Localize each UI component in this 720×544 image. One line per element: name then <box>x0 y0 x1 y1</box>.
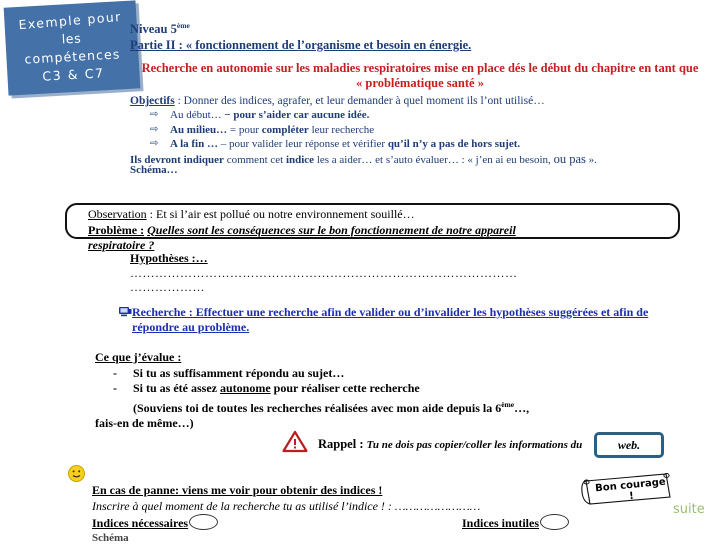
item-tail2: leur recherche <box>308 123 375 136</box>
item-rest: − pour s’aider car aucune idée. <box>221 109 370 122</box>
indices-inutiles-text: Indices inutiles <box>462 516 540 530</box>
hypotheses-label: Hypothèses :… <box>130 251 208 265</box>
badge-line-2: les <box>61 30 82 47</box>
arrow-icon: ⇨ <box>150 123 159 135</box>
item-prefix: Au début… <box>170 109 222 122</box>
rappel-label: Rappel : <box>318 437 367 451</box>
devront-6: ». <box>585 153 597 166</box>
indices-inutiles-label <box>462 514 569 531</box>
evaluation-item-text: Si tu as suffisamment répondu au sujet… <box>133 365 345 380</box>
panne-italic-text: Inscrire à quel moment de la recherche tu as utilisé l’indice ! : <box>92 499 395 513</box>
arrow-icon: ⇨ <box>150 138 159 150</box>
item-bold-tail: qu’il n’y a pas de hors sujet. <box>387 138 521 151</box>
souviens-text-2: …, <box>514 400 530 415</box>
devront-4: les a aider… et s’auto évaluer… : « j’en ai eu besoin, <box>314 153 554 166</box>
objectifs-label: Objectifs <box>130 95 175 108</box>
rappel-body: Tu ne dois pas copier/coller les informations du <box>366 439 583 451</box>
badge-line-1: Exemple pour <box>18 8 123 33</box>
indices-row <box>92 514 692 544</box>
dash-bullet: - <box>113 365 117 380</box>
recherche-text <box>132 305 672 335</box>
indices-necessaires-text: Indices nécessaires <box>92 516 189 530</box>
devront-5: ou pas <box>553 151 586 166</box>
observation-line <box>88 207 688 223</box>
level-sup: ème <box>176 21 190 30</box>
observation-text <box>88 207 688 254</box>
devront-2: comment cet <box>223 153 286 166</box>
list-item <box>130 123 710 138</box>
badge-line-4: C3 & C7 <box>41 65 105 84</box>
red-title-line-2: chapitre en tant que « problématique santé » <box>356 61 699 91</box>
indices-inutiles-ellipse[interactable] <box>540 514 569 530</box>
faisen-line: fais-en de même…) <box>95 416 194 430</box>
bon-courage-text-wrap <box>578 473 674 507</box>
arrow-icon: ⇨ <box>150 109 159 121</box>
warning-icon <box>282 430 308 453</box>
evaluation-item-underlined: autonome <box>220 381 271 395</box>
objectifs-line <box>130 94 710 108</box>
evaluation-item-after: pour réaliser cette recherche <box>270 381 420 395</box>
level-label: Niveau 5 <box>130 22 177 37</box>
observation-body: : Et si l’air est pollué ou notre environnement souillé… <box>146 207 415 221</box>
suite-label: suite <box>673 502 705 517</box>
hypotheses-dots-2: ……………… <box>130 280 205 294</box>
recherche-line-1: Recherche : Effectuer une recherche afin de valider ou d’invalider les hypothèses <box>132 305 546 319</box>
evaluation-list <box>95 366 695 397</box>
recherche-line-2: suggérées et afin de répondre au problème. <box>132 305 649 334</box>
list-item <box>95 366 695 382</box>
evaluation-heading: Ce que j’évalue : <box>95 350 182 364</box>
list-item <box>130 108 710 123</box>
bottom-clipped-line: Schéma <box>92 532 129 544</box>
list-item <box>95 381 695 397</box>
item-rest: – pour valider leur réponse et vérifier <box>217 138 388 151</box>
panne-italic-dots: …………………… <box>394 499 481 513</box>
devront-3: indice <box>285 153 315 166</box>
indices-necessaires-ellipse[interactable] <box>189 514 218 530</box>
dash-bullet: - <box>113 381 117 395</box>
indices-necessaires-label <box>92 514 218 531</box>
item-prefix: Au milieu… <box>170 123 228 136</box>
probleme-text-1: Quelles sont les conséquences sur le bon fonctionnement de notre appareil <box>147 222 516 237</box>
souviens-sup: ème <box>501 399 515 409</box>
red-title-line-1: Recherche en autonomie sur les maladies respiratoires mise en place dés le début du <box>141 61 589 76</box>
hypotheses-dots-1: ………………………………………………………………………………… <box>130 266 518 280</box>
web-callout-box <box>594 432 664 458</box>
level-line <box>130 18 710 37</box>
probleme-text-2: respiratoire ? <box>88 238 155 252</box>
header-block <box>130 18 710 176</box>
partie-title: Partie II : « fonctionnement de l’organisme et besoin en énergie. <box>130 38 472 53</box>
bon-courage-label: Bon courage ! <box>594 476 667 503</box>
computer-icon <box>118 305 132 318</box>
evaluation-item-before: Si tu as été assez <box>133 381 220 395</box>
evaluation-block <box>95 350 695 432</box>
clipped-text-line: Schéma… <box>130 163 178 176</box>
objectifs-text: : Donner des indices, agrafer, et leur demander à quel moment ils l’ont utilisé… <box>174 95 545 108</box>
list-item <box>130 137 710 152</box>
badge-line-3: compétences <box>24 46 121 67</box>
smiley-icon <box>68 465 85 482</box>
panne-heading: En cas de panne: viens me voir pour obtenir des indices ! <box>92 483 383 497</box>
devront-1: Ils devront indiquer <box>130 153 224 166</box>
probleme-label: Problème : <box>88 222 145 237</box>
web-callout-label: web. <box>617 437 641 452</box>
item-prefix: A la fin … <box>170 138 218 151</box>
probleme-line <box>88 223 688 239</box>
souviens-text-1: (Souviens toi de toutes les recherches réalisées avec mon aide depuis la 6 <box>133 400 502 415</box>
item-rest: = pour <box>227 123 262 136</box>
rappel-text <box>318 436 582 453</box>
red-title <box>130 61 710 91</box>
item-bold-tail: compléter <box>261 123 309 136</box>
competences-badge <box>4 0 141 95</box>
objectifs-list <box>130 108 710 152</box>
hypotheses-block <box>130 251 690 294</box>
souviens-line <box>95 397 695 417</box>
devront-line <box>130 152 710 167</box>
observation-label: Observation <box>88 207 147 221</box>
